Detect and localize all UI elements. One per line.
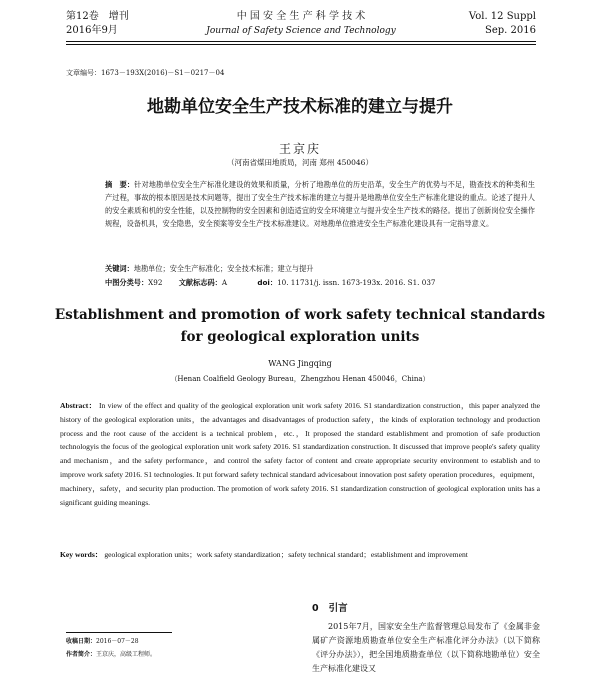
cn-abstract-text: 针对地勘单位安全生产标准化建设的效果和质量，分析了地勘单位的历史沿革，安全生产的优势与不足，勘查技术的种类和生产过程，事故的根本原因是技术问题等，提出了安全生产技术标准的建立与提升是地勘单位安全生产标准化建设的重点。论述了提升人的安全素质和机的安全性能，以及控制物的安全因素和创造适宜的安全环境建立与提升安全生产技术的路径。提出了创新岗位安全操作规程，设备机具，安全隐患，安全预案等安全生产技术标准建议。对地勘单位推进安全生产标准化建设具有一定指导意义。 xyxy=(105,180,535,228)
doc-code-value: A xyxy=(221,278,228,287)
footnote-author-label: 作者简介： xyxy=(66,651,97,658)
section-heading xyxy=(312,600,348,614)
en-title xyxy=(0,304,600,348)
cn-keywords-label: 关键词： xyxy=(105,264,134,273)
header-volume-en: Vol. 12 Suppl xyxy=(468,11,536,22)
en-keywords xyxy=(60,548,540,562)
cn-classification xyxy=(105,277,535,289)
header-volume: 第12卷 增刊 xyxy=(66,11,129,22)
footnote-received-value: 2016－07－28 xyxy=(96,638,139,645)
cn-author: 王京庆 xyxy=(278,142,321,156)
cn-keywords xyxy=(105,263,535,275)
doi-value: 10. 11731/j. issn. 1673-193x. 2016. S1. 037 xyxy=(277,278,436,287)
en-keywords-label: Key words： xyxy=(60,550,103,559)
footnote-rule xyxy=(66,632,172,633)
cn-affiliation: （河南省煤田地质局，河南 郑州 450046） xyxy=(227,158,373,167)
footnote-received-label: 收稿日期： xyxy=(66,638,97,645)
footnote-author-value: 王京庆，高级工程师。 xyxy=(96,651,157,658)
cn-abstract xyxy=(105,179,535,231)
header-journal-cn: 中 国 安 全 生 产 科 学 技 术 xyxy=(236,11,366,22)
footnote-received xyxy=(66,637,139,647)
header-date-en: Sep. 2016 xyxy=(485,25,536,36)
cn-keywords-text: 地勘单位；安全生产标准化；安全技术标准；建立与提升 xyxy=(133,264,314,273)
clc-value: X92 xyxy=(148,278,163,287)
body-paragraph-text: 2015年7月，国家安全生产监督管理总局发布了《金属非金属矿产资源地质勘查单位安全生产标准化评分办法》（以下简称《评分办法》），把全国地质勘查单位（以下简称地勘单位）安全生产标准化建设又 xyxy=(312,622,540,673)
en-title-line1: Establishment and promotion of work safety technical standards xyxy=(54,307,546,323)
clc-label: 中图分类号： xyxy=(105,278,149,287)
cn-title: 地勘单位安全生产技术标准的建立与提升 xyxy=(147,97,453,117)
section-number: 0 xyxy=(312,603,319,614)
header-rule-thick xyxy=(66,41,536,42)
running-header xyxy=(66,10,536,46)
footnote-author xyxy=(66,650,156,660)
doi-label: doi： xyxy=(257,278,278,287)
section-title: 引言 xyxy=(328,603,348,614)
en-author: WANG Jingqing xyxy=(268,359,332,368)
doc-code-label: 文献标志码： xyxy=(178,278,222,287)
body-paragraph xyxy=(312,620,540,676)
header-volume-info-en xyxy=(469,10,536,38)
cn-abstract-label: 摘 要： xyxy=(105,180,135,189)
article-number: 文章编号：1673－193X(2016)－S1－0217－04 xyxy=(66,69,225,77)
en-abstract xyxy=(60,399,540,509)
header-journal-en: Journal of Safety Science and Technology xyxy=(206,26,396,36)
en-abstract-text: In view of the effect and quality of the geological exploration unit work safety 2016. S1 standardization construction，this paper analyzed the history of the geological exploration units，the advantages and disadvantages of production safety，the kinds of exploration technology and production process and the root cause of the accident is a technical problem，etc.，It proposed the standard establishment and promotion of safe production technologyis the focus of the geological exploration unit work safety 2016. S1 standardization construction. It discussed that improve people's safety quality and mechanism，and the safety performance，and control the safety factor of content and create appropriate security environment to establish and to improve work safety 2016. S1 technologies. It put forward safety technical standard advicesabout innovation post safety operation procedures，equipment，machinery，safety，and security plan production. The promotion of work safety 2016. S1 standardization construction of geological exploration units has a significant guiding meanings. xyxy=(60,401,540,507)
en-affiliation: （Henan Coalfield Geology Bureau，Zhengzhou Henan 450046，China） xyxy=(170,375,430,383)
header-date: 2016年9月 xyxy=(66,25,118,36)
en-title-line2: for geological exploration units xyxy=(180,329,420,345)
header-rule-thin xyxy=(66,44,536,45)
en-keywords-text: geological exploration units；work safety standardization；safety technical standard；establishment and improvement xyxy=(104,550,468,559)
en-abstract-label: Abstract： xyxy=(60,401,97,410)
header-journal-name xyxy=(66,10,536,38)
